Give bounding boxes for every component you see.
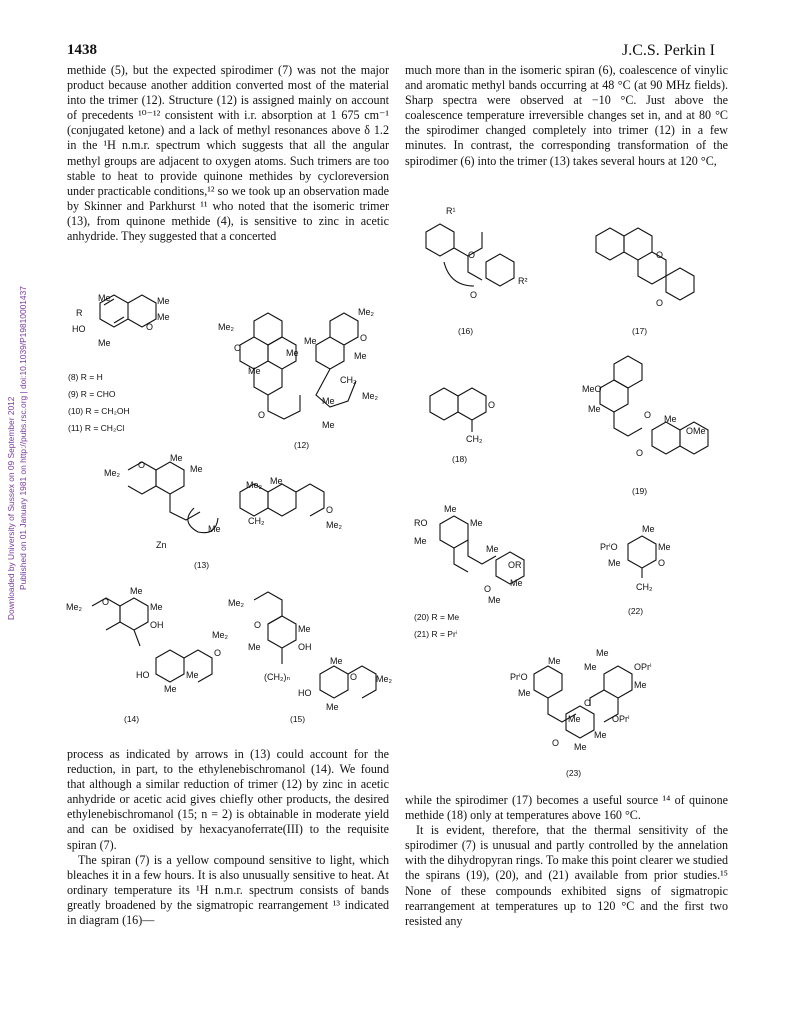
r-series-label: (11) R = CH₂Cl [68, 423, 125, 433]
atom-label: Me [270, 476, 283, 486]
atom-label: Me [488, 595, 501, 605]
atom-label: O [360, 333, 368, 343]
atom-label: CH₂ [248, 516, 265, 526]
compound-label: (17) [632, 326, 648, 336]
atom-label: Me [470, 518, 483, 528]
atom-label: Me [584, 662, 597, 672]
structure-20-21 [414, 504, 524, 639]
compound-label: (16) [458, 326, 474, 336]
atom-label: O [656, 250, 664, 260]
atom-label: Me [248, 642, 261, 652]
r-series-label: (10) R = CH₂OH [68, 406, 130, 416]
atom-label: Me [518, 688, 531, 698]
atom-label: Me [642, 524, 655, 534]
atom-label: Me₂ [362, 391, 378, 401]
atom-label: O [644, 410, 652, 420]
structure-8-11 [68, 293, 170, 433]
atom-label: O [326, 505, 334, 515]
page-number: 1438 [67, 42, 97, 58]
paragraph: It is evident, therefore, that the thermal sensitivity of the spirodimer (7) is unusual and partly controlled by the annelation with the dihydropyran rings. To make this point clearer we studied the spirans (19), (20), and (21) available from prior studies.¹⁵ None of these compounds exhibited signs of sigmatropic rearrangement at temperatures up to 120 °C and the first two resisted any [405, 823, 728, 928]
atom-label: Me [248, 366, 261, 376]
atom-label: Me₂ [358, 307, 374, 317]
atom-label: Me₂ [212, 630, 228, 640]
atom-label: O [138, 460, 146, 470]
r-series-label: (20) R = Me [414, 612, 460, 622]
atom-label: Me [157, 312, 170, 322]
atom-label: O [102, 597, 110, 607]
atom-label: O [484, 584, 492, 594]
structure-15 [228, 592, 393, 724]
atom-label: R¹ [446, 206, 456, 216]
atom-label: Me [330, 656, 343, 666]
structure-12 [218, 307, 379, 450]
structure-19 [582, 356, 708, 496]
compound-label: (15) [290, 714, 306, 724]
atom-label: Me [298, 624, 311, 634]
compound-label: (12) [294, 440, 310, 450]
atom-label: O [214, 648, 222, 658]
atom-label: Me₂ [376, 674, 392, 684]
atom-label: Me [354, 351, 367, 361]
atom-label: Me [326, 702, 339, 712]
atom-label: Me [150, 602, 163, 612]
paragraph: while the spirodimer (17) becomes a useful source ¹⁴ of quinone methide (18) only at temperatures above 160 °C. [405, 793, 728, 823]
compound-label: (14) [124, 714, 140, 724]
atom-label: O [234, 343, 242, 353]
compound-label: (23) [566, 768, 582, 778]
atom-label: Me [286, 348, 299, 358]
atom-label: Zn [156, 540, 167, 550]
download-notice: Downloaded by University of Sussex on 09 September 2012 [6, 396, 16, 620]
atom-label: O [350, 672, 358, 682]
r-series-label: (8) R = H [68, 372, 103, 382]
atom-label: Me [322, 396, 335, 406]
atom-label: Me [510, 578, 523, 588]
atom-label: Me [594, 730, 607, 740]
atom-label: O [258, 410, 266, 420]
structure-18 [430, 388, 495, 464]
atom-label: OMe [686, 426, 706, 436]
atom-label: Me₂ [218, 322, 234, 332]
atom-label: O [658, 558, 666, 568]
atom-label: O [636, 448, 644, 458]
atom-label: HO [298, 688, 312, 698]
atom-label: OH [298, 642, 312, 652]
atom-label: Me [304, 336, 317, 346]
publication-notice: Published on 01 January 1981 on http://pubs.rsc.org | doi:10.1039/P19810001437 [18, 286, 28, 590]
atom-label: O [656, 298, 664, 308]
atom-label: Me₂ [326, 520, 342, 530]
structure-17 [596, 228, 694, 336]
structure-23 [510, 648, 652, 778]
atom-label: HO [136, 670, 150, 680]
paragraph: much more than in the isomeric spiran (6), coalescence of vinylic and aromatic methyl bands occurring at 48 °C (at 90 MHz fields). Sharp spectra were observed at −10 °C. Just above the coalescence temperature irreversible changes set in, and at 80 °C the spirodimer changed completely into trimer (12) in a few minutes. In contrast, the corresponding transformation of the spirodimer (6) into the trimer (13) takes several hours at 120 °C, [405, 63, 728, 168]
atom-label: OH [150, 620, 164, 630]
atom-label: Me₂ [66, 602, 82, 612]
atom-label: Me [658, 542, 671, 552]
atom-label: CH₂ [636, 582, 653, 592]
atom-label: OPrⁱ [612, 714, 630, 724]
atom-label: PrⁱO [600, 542, 618, 552]
atom-label: Me [486, 544, 499, 554]
atom-label: Me [208, 524, 221, 534]
atom-label: Me₂ [104, 468, 120, 478]
compound-label: (18) [452, 454, 468, 464]
atom-label: O [552, 738, 560, 748]
atom-label: Me [634, 680, 647, 690]
atom-label: CH₂ [466, 434, 483, 444]
atom-label: O [584, 698, 592, 708]
atom-label: Me [157, 296, 170, 306]
atom-label: Me [98, 293, 111, 303]
atom-label: Me [568, 714, 581, 724]
atom-label: (CH₂)ₙ [264, 672, 291, 682]
atom-label: Me [186, 670, 199, 680]
atom-label: MeO [582, 384, 602, 394]
atom-label: Me [444, 504, 457, 514]
atom-label: Me [170, 453, 183, 463]
journal-title: J.C.S. Perkin I [622, 42, 715, 59]
atom-label: Me₂ [246, 480, 262, 490]
atom-label: Me [98, 338, 111, 348]
atom-label: O [254, 620, 262, 630]
atom-label: Me [548, 656, 561, 666]
structure-14 [66, 586, 229, 724]
r-series-label: (21) R = Prⁱ [414, 629, 458, 639]
structure-13 [104, 453, 343, 570]
structure-16 [426, 206, 528, 336]
atom-label: Me [574, 742, 587, 752]
paragraph: process as indicated by arrows in (13) could account for the reduction, in part, to the ethylenebischromanol (14). We found that although a similar reduction of trimer (12) by zinc in acetic anhydride or acetic acid gives chiefly other products, the desired ethylenebischromanol (15; n = 2) is obtainable in moderate yield and can be oxidised by hexacyanoferrate(III) to the requisite spiran (7). [67, 747, 389, 852]
atom-label: RO [414, 518, 428, 528]
atom-label: Me [608, 558, 621, 568]
compound-label: (13) [194, 560, 210, 570]
paragraph: The spiran (7) is a yellow compound sensitive to light, which bleaches it in a few hours. It is also unusually sensitive to heat. At ordinary temperature its ¹H n.m.r. spectrum consists of bands greatly broadened by the sigmatropic rearrangement ¹³ indicated in diagram (16)— [67, 852, 389, 928]
atom-label: Me [130, 586, 143, 596]
paragraph: methide (5), but the expected spirodimer (7) was not the major product because another addition converted most of the material into the trimer (12). Structure (12) is assigned mainly on account of precedents ¹⁰⁻¹² consistent with i.r. absorption at 1 675 cm⁻¹ (conjugated ketone) and a lack of methyl resonances above δ 1.2 in the ¹H n.m.r. spectrum which suggests that all the angular methyl groups are adjacent to oxygen atoms. Such trimers are too stable to heat to provide quinone methides by cycloreversion under practicable conditions,¹² so we took up an observation made by Skinner and Parkhurst ¹¹ who noted that the isomeric trimer (13), from quinone methide (4), is sensitive to zinc in acetic anhydride. They suggested that a concerted [67, 63, 389, 244]
compound-label: (19) [632, 486, 648, 496]
atom-label: Me [664, 414, 677, 424]
atom-label: PrⁱO [510, 672, 528, 682]
atom-label: OPrⁱ [634, 662, 652, 672]
atom-label: Me [164, 684, 177, 694]
atom-label: Me [414, 536, 427, 546]
atom-label: O [146, 322, 154, 332]
atom-label: O [468, 250, 476, 260]
atom-label: R² [518, 276, 528, 286]
atom-label: O [488, 400, 496, 410]
atom-label: Me [596, 648, 609, 658]
atom-label: Me [588, 404, 601, 414]
atom-label: HO [72, 324, 86, 334]
atom-label: OR [508, 560, 522, 570]
structure-22 [600, 524, 671, 616]
atom-label: Me₂ [228, 598, 244, 608]
atom-label: R [76, 308, 83, 318]
atom-label: Me [322, 420, 335, 430]
atom-label: O [470, 290, 478, 300]
compound-label: (22) [628, 606, 644, 616]
atom-label: Me [190, 464, 203, 474]
atom-label: CH₂ [340, 375, 357, 385]
r-series-label: (9) R = CHO [68, 389, 116, 399]
